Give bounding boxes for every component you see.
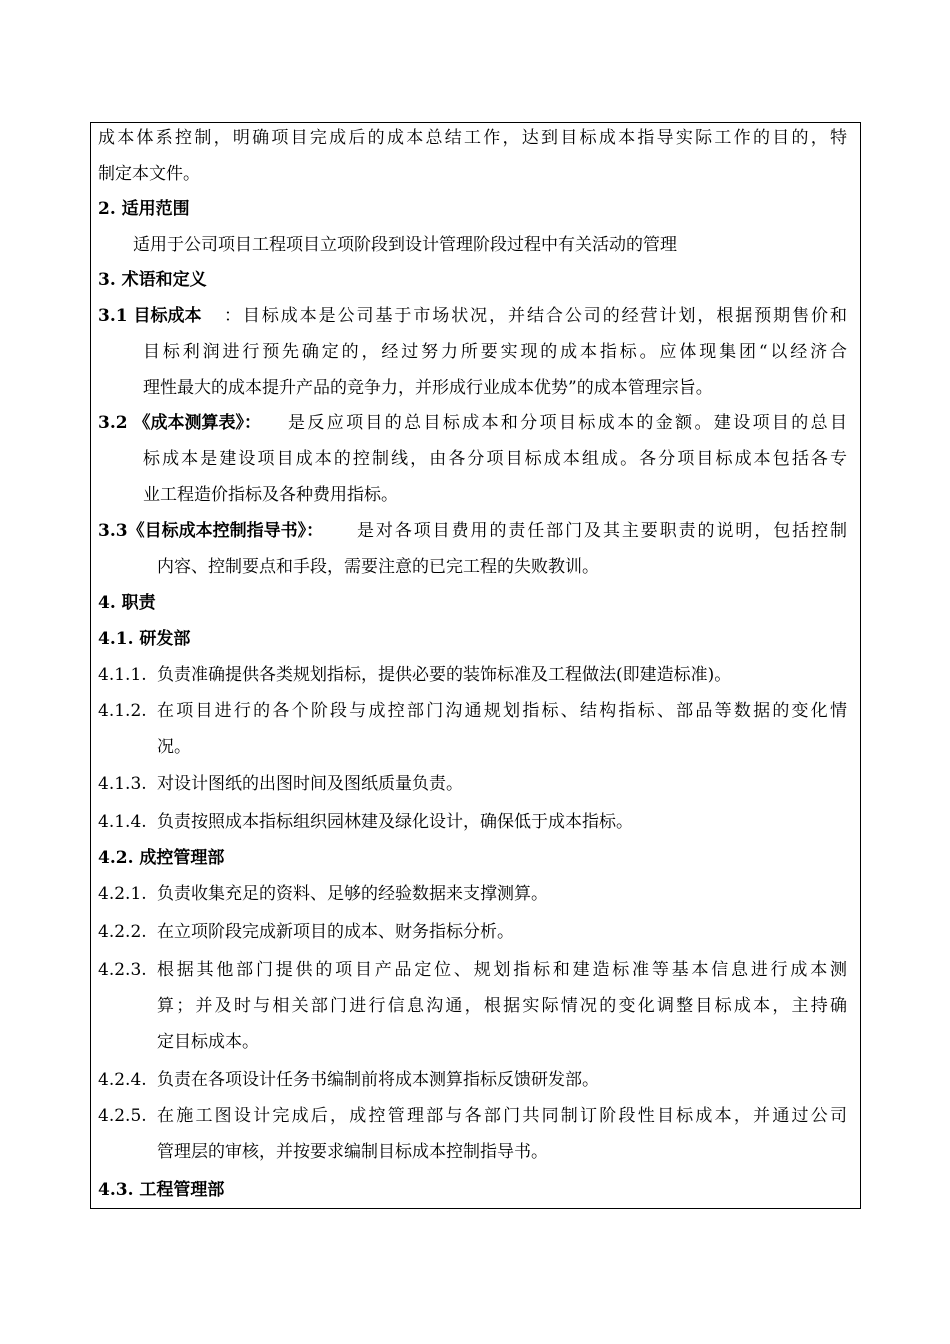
term-3-3-label: 3.3《目标成本控制指导书》： (98, 521, 324, 541)
term-3-3-line-2: 内容、控制要点和手段，需要注意的已完工程的失败教训。 (157, 557, 599, 577)
item-4-2-3-line-2: 算；并及时与相关部门进行信息沟通，根据实际情况的变化调整目标成本，主持确 (157, 996, 847, 1016)
section-4-3-heading: 4.3. 工程管理部 (98, 1180, 225, 1200)
intro-line-2: 制定本文件。 (98, 164, 200, 184)
section-4-1-heading: 4.1. 研发部 (98, 629, 191, 649)
term-3-1-label: 3.1 目标成本 (98, 306, 202, 326)
item-4-2-3-number: 4.2.3. (98, 960, 147, 980)
term-3-2-line-1: 是反应项目的总目标成本和分项目标成本的金额。建设项目的总目 (288, 413, 847, 433)
item-4-1-1-number: 4.1.1. (98, 665, 147, 685)
term-3-3-line-1: 是对各项目费用的责任部门及其主要职责的说明，包括控制 (357, 521, 847, 541)
item-4-2-4-text: 负责在各项设计任务书编制前将成本测算指标反馈研发部。 (157, 1070, 599, 1090)
item-4-1-4-text: 负责按照成本指标组织园林建及绿化设计，确保低于成本指标。 (157, 812, 633, 832)
item-4-1-2-number: 4.1.2. (98, 701, 147, 721)
item-4-2-2-text: 在立项阶段完成新项目的成本、财务指标分析。 (157, 922, 514, 942)
item-4-1-2-line-1: 在项目进行的各个阶段与成控部门沟通规划指标、结构指标、部品等数据的变化情 (157, 701, 847, 721)
term-3-2-line-2: 标成本是建设项目成本的控制线，由各分项目标成本组成。各分项目标成本包括各专 (143, 449, 847, 469)
term-3-1-line-2: 目标利润进行预先确定的，经过努力所要实现的成本指标。应体现集团“以经济合 (143, 342, 847, 362)
item-4-2-3-line-1: 根据其他部门提供的项目产品定位、规划指标和建造标准等基本信息进行成本测 (157, 960, 847, 980)
section-2-text: 适用于公司项目工程项目立项阶段到设计管理阶段过程中有关活动的管理 (133, 235, 677, 255)
section-2-heading: 2. 适用范围 (98, 199, 190, 219)
term-3-2-label: 3.2 《成本测算表》： (98, 413, 261, 433)
section-4-2-heading: 4.2. 成控管理部 (98, 848, 225, 868)
item-4-2-2-number: 4.2.2. (98, 922, 147, 942)
term-3-2-line-3: 业工程造价指标及各种费用指标。 (143, 485, 398, 505)
item-4-2-5-number: 4.2.5. (98, 1106, 147, 1126)
item-4-2-5-line-2: 管理层的审核，并按要求编制目标成本控制指导书。 (157, 1142, 548, 1162)
item-4-2-1-text: 负责收集充足的资料、足够的经验数据来支撑测算。 (157, 884, 548, 904)
item-4-2-4-number: 4.2.4. (98, 1070, 147, 1090)
item-4-2-1-number: 4.2.1. (98, 884, 147, 904)
item-4-2-5-line-1: 在施工图设计完成后，成控管理部与各部门共同制订阶段性目标成本，并通过公司 (157, 1106, 847, 1126)
item-4-1-1-text: 负责准确提供各类规划指标，提供必要的装饰标准及工程做法(即建造标准)。 (157, 665, 732, 685)
item-4-1-2-line-2: 况。 (157, 737, 191, 757)
item-4-1-4-number: 4.1.4. (98, 812, 147, 832)
item-4-1-3-number: 4.1.3. (98, 774, 147, 794)
item-4-1-3-text: 对设计图纸的出图时间及图纸质量负责。 (157, 774, 463, 794)
section-4-heading: 4. 职责 (98, 593, 156, 613)
section-3-heading: 3. 术语和定义 (98, 270, 207, 290)
item-4-2-3-line-3: 定目标成本。 (157, 1032, 259, 1052)
term-3-1-line-1: ：目标成本是公司基于市场状况，并结合公司的经营计划，根据预期售价和 (224, 306, 847, 326)
intro-line-1: 成本体系控制，明确项目完成后的成本总结工作，达到目标成本指导实际工作的目的，特 (98, 128, 847, 148)
term-3-1-line-3: 理性最大的成本提升产品的竞争力，并形成行业成本优势”的成本管理宗旨。 (143, 378, 713, 398)
